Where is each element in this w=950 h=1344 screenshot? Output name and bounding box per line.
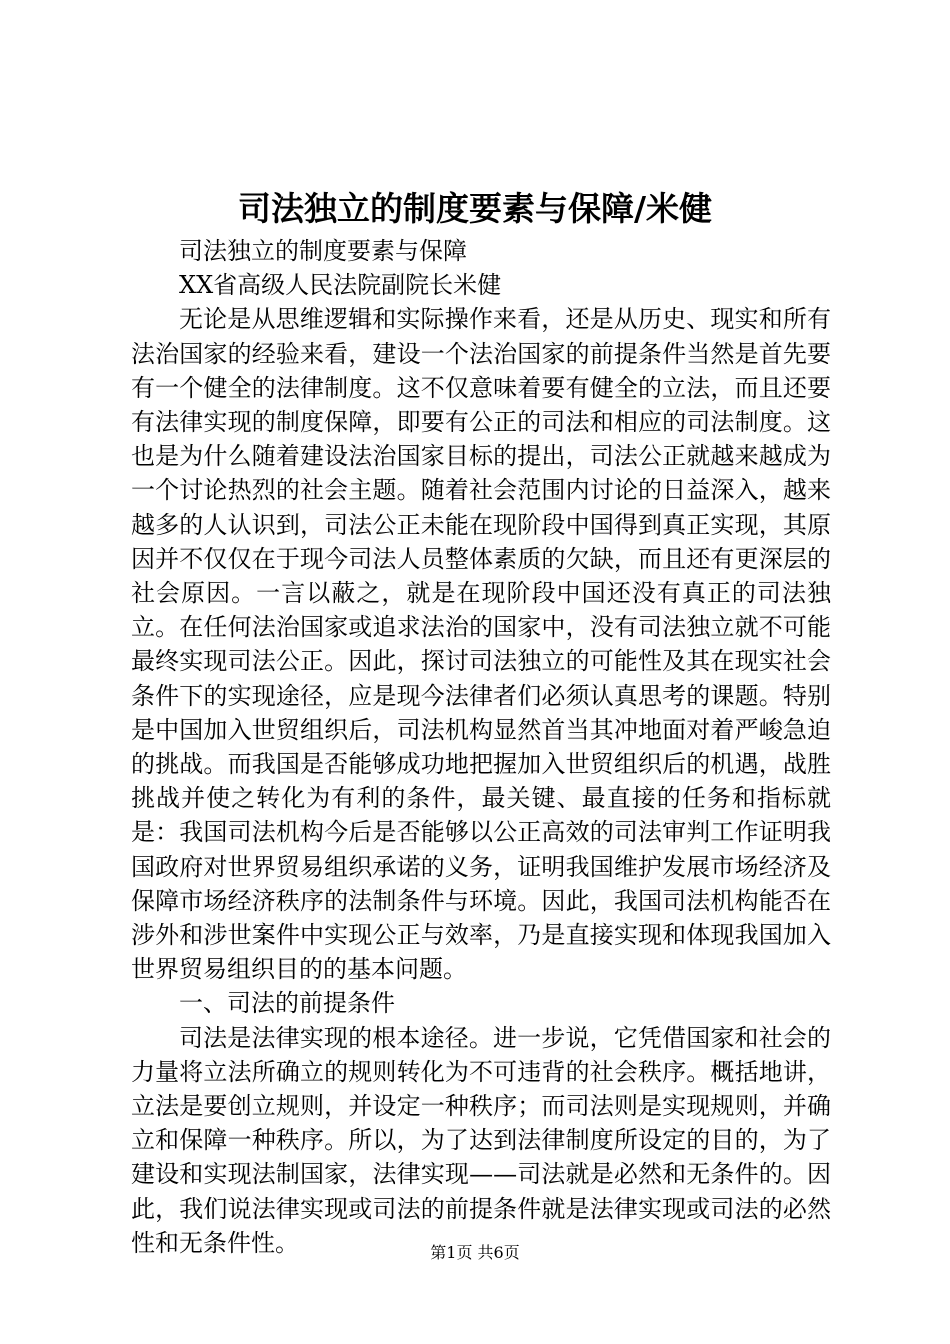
- page-footer: 第1页 共6页: [430, 1243, 520, 1262]
- document-body: [131, 234, 831, 1260]
- paragraph-author: XX省高级人民法院副院长米健: [179, 271, 502, 300]
- paragraph-section-1: 司法是法律实现的根本途径。进一步说，它凭借国家和社会的力量将立法所确立的规则转化为不可违背的社会秩序。概括地讲，立法是要创立规则，并设定一种秩序；而司法则是实现规则，并确立和保障一种秩序。所以，为了达到法律制度所设定的目的，为了建设和实现法制国家，法律实现——司法就是必然和无条件的。因此，我们说法律实现或司法的前提条件就是法律实现或司法的必然性和无条件性。: [131, 1023, 831, 1257]
- section-heading: 一、司法的前提条件: [179, 989, 395, 1018]
- paragraph-subtitle: 司法独立的制度要素与保障: [179, 237, 467, 265]
- document-title: 司法独立的制度要素与保障/米健: [237, 189, 713, 228]
- paragraph-intro: 无论是从思维逻辑和实际操作来看，还是从历史、现实和所有法治国家的经验来看，建设一个法治国家的前提条件当然是首先要有一个健全的法律制度。这不仅意味着要有健全的立法，而且还要有法律实现的制度保障，即要有公正的司法和相应的司法制度。这也是为什么随着建设法治国家目标的提出，司法公正就越来越成为一个讨论热烈的社会主题。随着社会范围内讨论的日益深入，越来越多的人认识到，司法公正未能在现阶段中国得到真正实现，其原因并不仅仅在于现今司法人员整体素质的欠缺，而且还有更深层的社会原因。一言以蔽之，就是在现阶段中国还没有真正的司法独立。在任何法治国家或追求法治的国家中，没有司法独立就不可能最终实现司法公正。因此，探讨司法独立的可能性及其在现实社会条件下的实现途径，应是现今法律者们必须认真思考的课题。特别是中国加入世贸组织后，司法机构显然首当其冲地面对着严峻急迫的挑战。而我国是否能够成功地把握加入世贸组织后的机遇，战胜挑战并使之转化为有利的条件，最关键、最直接的任务和指标就是：我国司法机构今后是否能够以公正高效的司法审判工作证明我国政府对世界贸易组织承诺的义务，证明我国维护发展市场经济及保障市场经济秩序的法制条件与环境。因此，我国司法机构能否在涉外和涉世案件中实现公正与效率，乃是直接实现和体现我国加入世界贸易组织目的的基本问题。: [131, 305, 831, 984]
